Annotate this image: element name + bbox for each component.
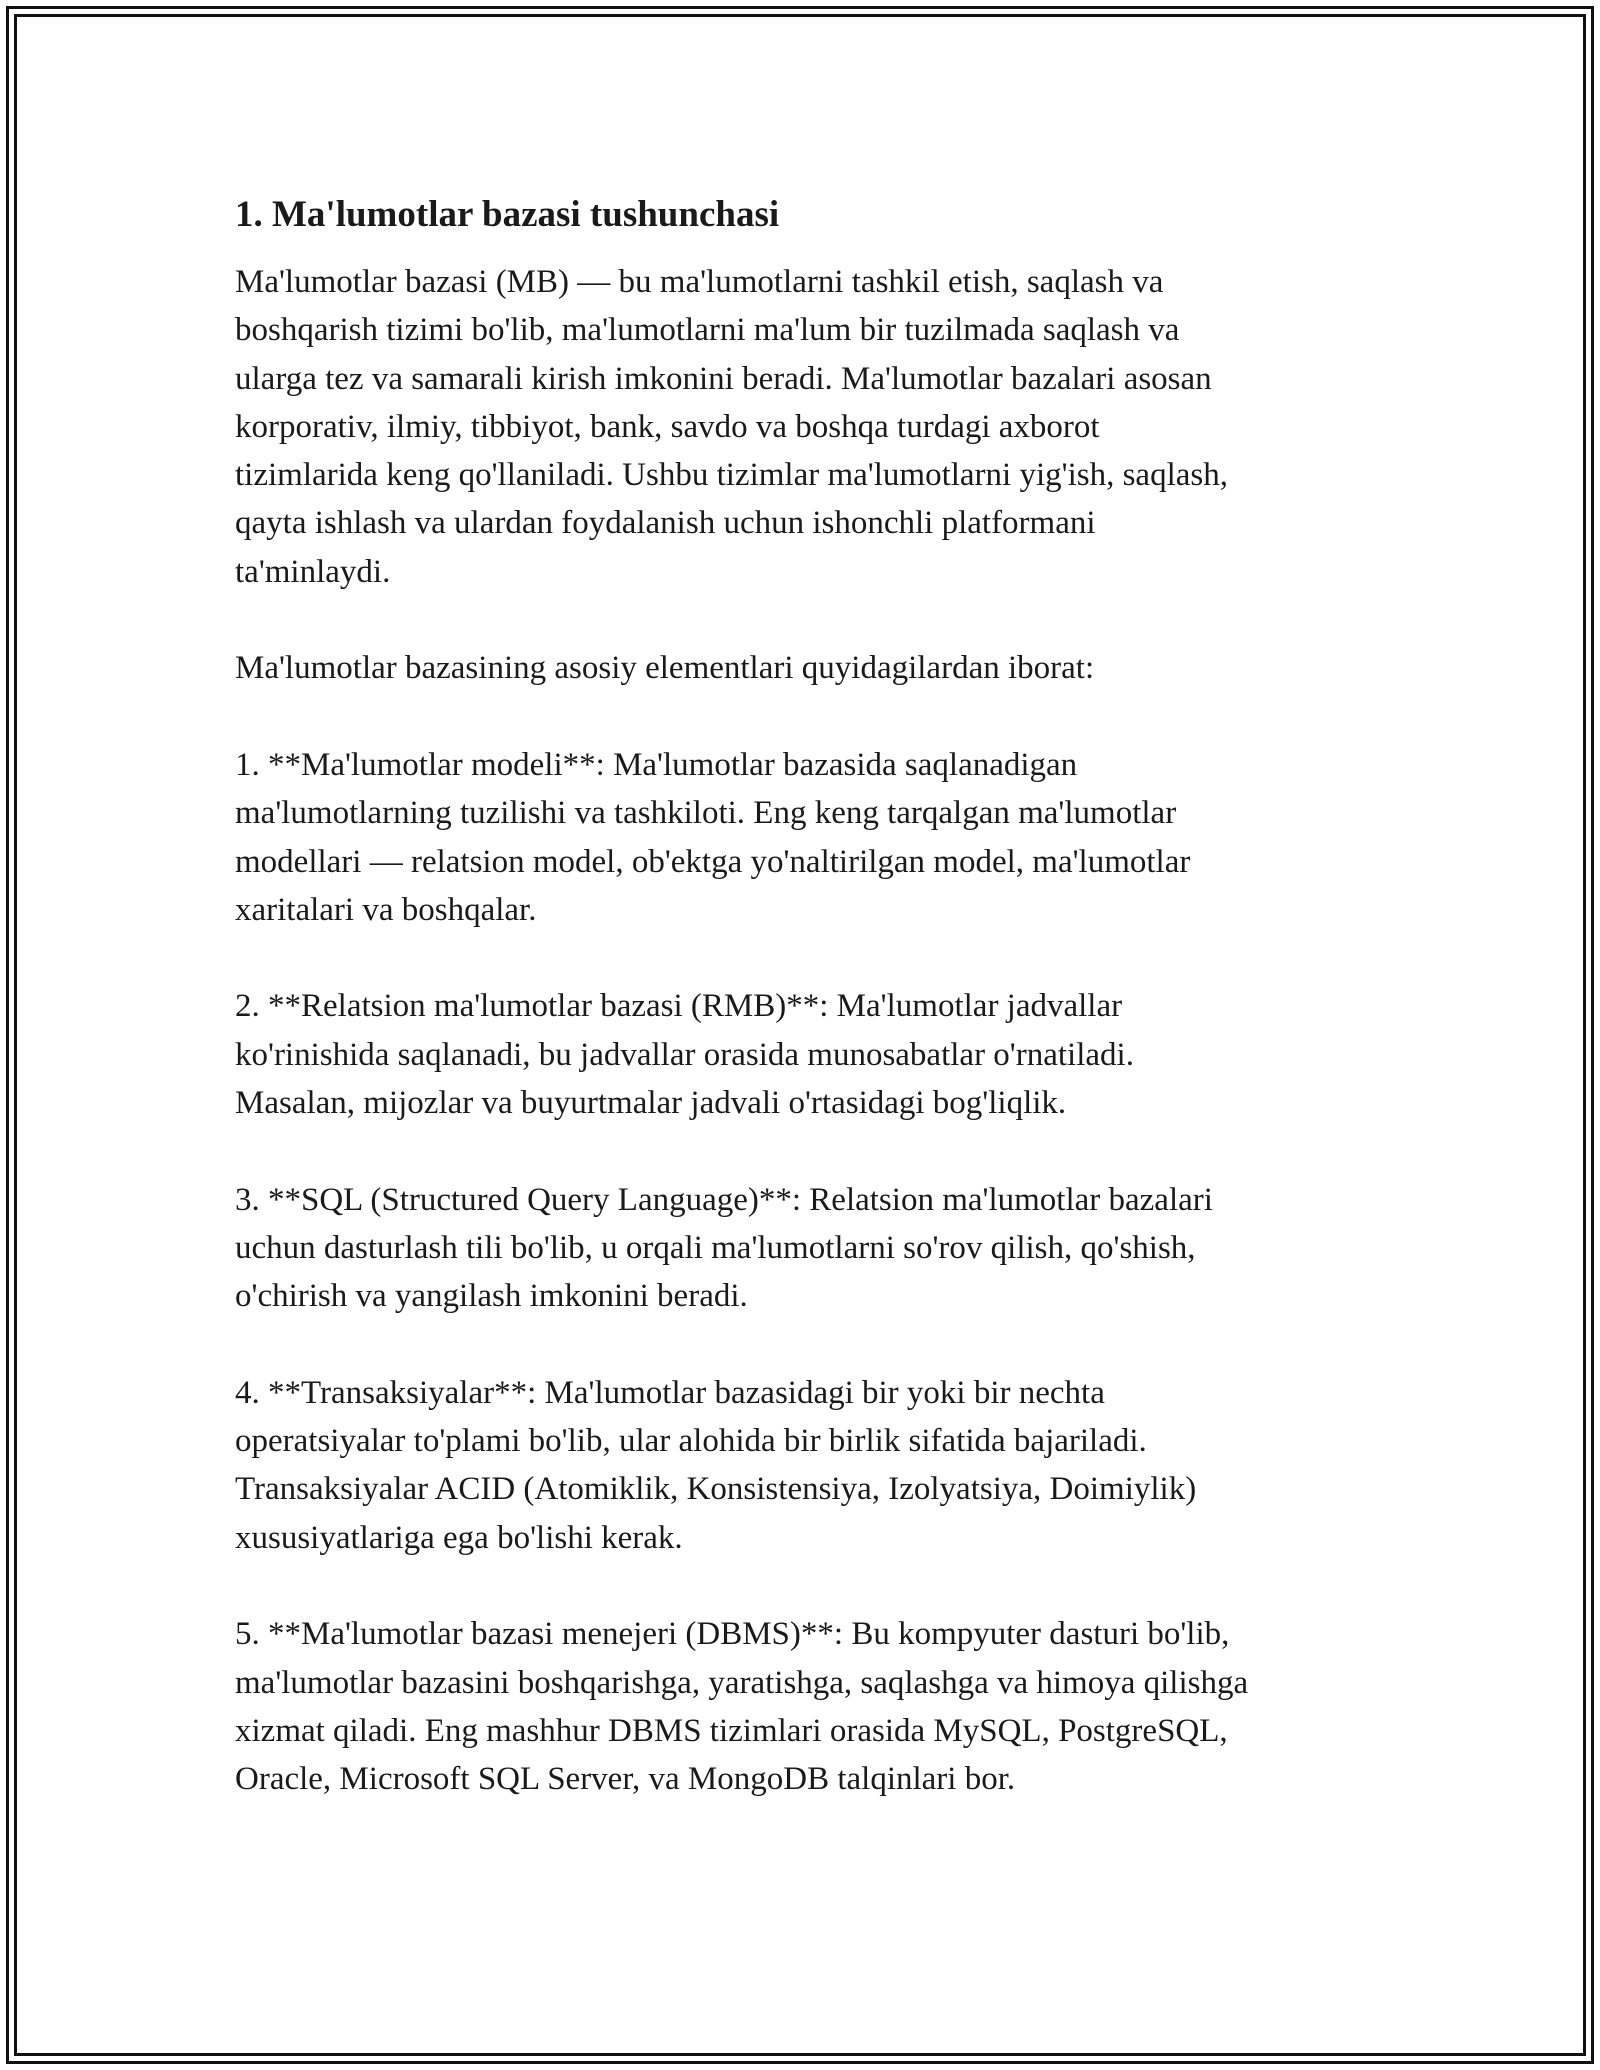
paragraph-gap [235, 934, 1395, 982]
list-item-dbms: 5. **Ma'lumotlar bazasi menejeri (DBMS)**: Bu kompyuter dasturi bo'lib, ma'lumotlar bazasini boshqarishga, yaratishga, saqlashga va himoya qilishga xizmat qiladi. Eng mashhur DBMS tizimlari orasida MySQL, PostgreSQL, Oracle, Microsoft SQL Server, va MongoDB talqinlari bor. [235, 1616, 1249, 1798]
document-body [235, 190, 1395, 1804]
paragraph-gap [235, 1321, 1395, 1369]
list-item-data-model: 1. **Ma'lumotlar modeli**: Ma'lumotlar bazasida saqlanadigan ma'lumotlarning tuzilishi va tashkiloti. Eng keng tarqalgan ma'lumotlar modellari — relatsion model, ob'ektga yo'naltirilgan model, ma'lumotlar xaritalari va boshqalar. [235, 746, 1191, 928]
paragraph-gap [235, 596, 1395, 644]
elements-intro-paragraph: Ma'lumotlar bazasining asosiy elementlari quyidagilardan iborat: [235, 650, 1095, 687]
paragraph-gap [235, 693, 1395, 741]
list-item-transactions: 4. **Transaksiyalar**: Ma'lumotlar bazasidagi bir yoki bir nechta operatsiyalar to'plami bo'lib, ular alohida bir birlik sifatida bajariladi. Transaksiyalar ACID (Atomiklik, Konsistensiya, Izolyatsiya, Doimiylik) xususiyatlariga ega bo'lishi kerak. [235, 1374, 1197, 1556]
list-item-sql: 3. **SQL (Structured Query Language)**: Relatsion ma'lumotlar bazalari uchun dasturlash tili bo'lib, u orqali ma'lumotlarni so'rov qilish, qo'shish, o'chirish va yangilash imkonini beradi. [235, 1181, 1213, 1315]
list-item-relational-db: 2. **Relatsion ma'lumotlar bazasi (RMB)**: Ma'lumotlar jadvallar ko'rinishida saqlanadi, bu jadvallar orasida munosabatlar o'rnatiladi. Masalan, mijozlar va buyurtmalar jadvali o'rtasidagi bog'liqlik. [235, 988, 1134, 1122]
paragraph-gap [235, 1562, 1395, 1610]
paragraph-gap [235, 1127, 1395, 1175]
section-heading: 1. Ma'lumotlar bazasi tushunchasi [235, 194, 780, 235]
intro-paragraph: Ma'lumotlar bazasi (MB) — bu ma'lumotlarni tashkil etish, saqlash va boshqarish tizimi bo'lib, ma'lumotlarni ma'lum bir tuzilmada saqlash va ularga tez va samarali kirish imkonini beradi. Ma'lumotlar bazalari asosan korporativ, ilmiy, tibbiyot, bank, savdo va boshqa turdagi axborot tizimlarida keng qo'llaniladi. Ushbu tizimlar ma'lumotlarni yig'ish, saqlash, qayta ishlash va ulardan foydalanish uchun ishonchli platformani ta'minlaydi. [235, 264, 1228, 590]
